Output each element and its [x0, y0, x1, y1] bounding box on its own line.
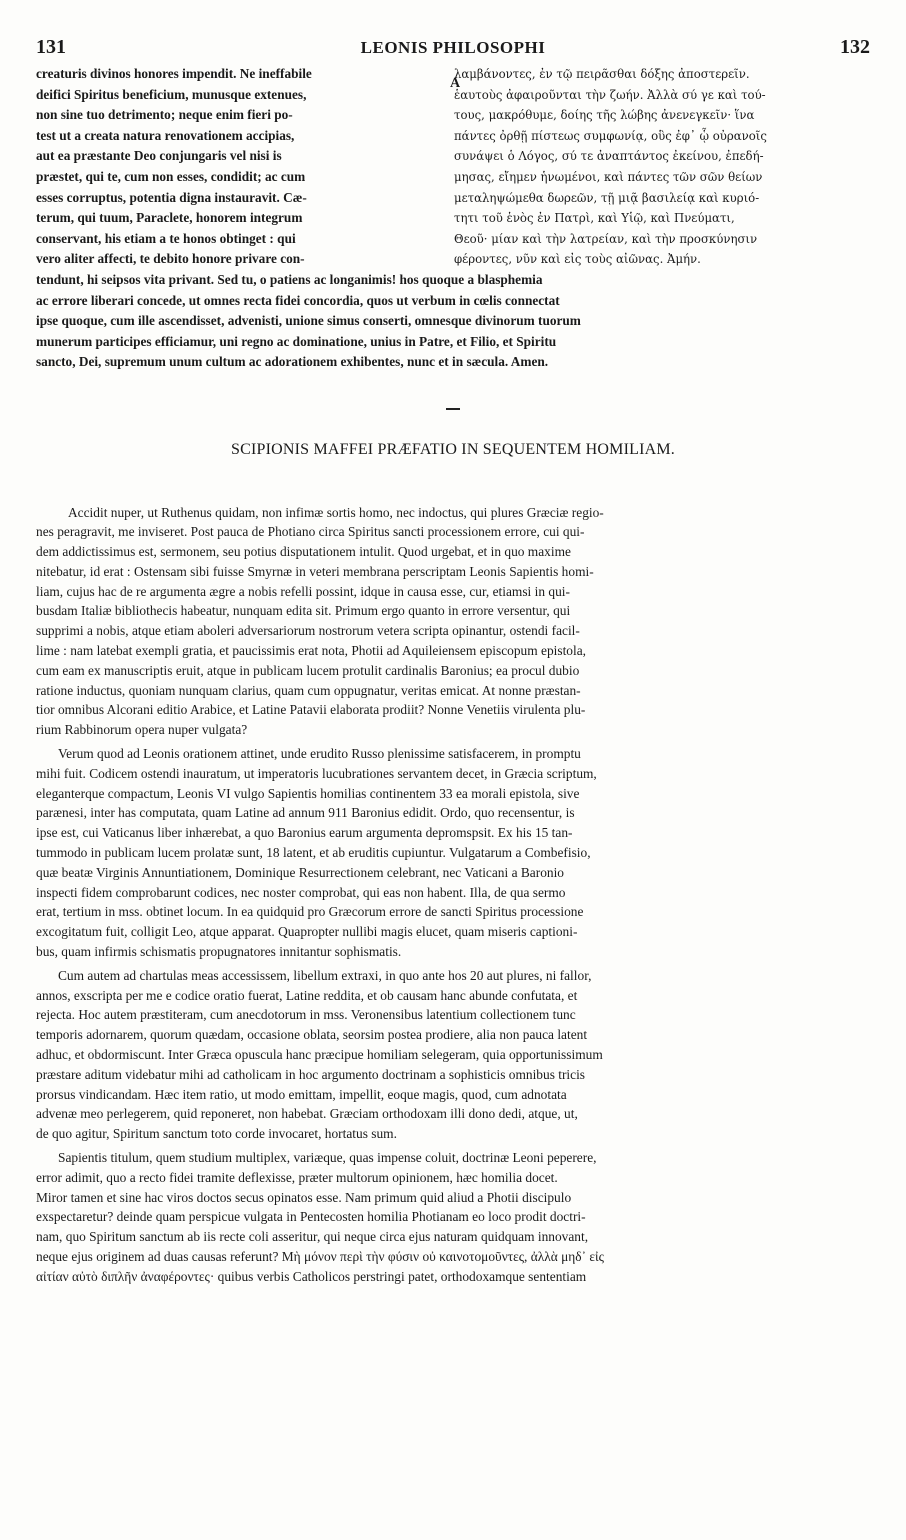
preface-line: Verum quod ad Leonis orationem attinet, unde erudito Russo plenissime satisfacerem, in promptu	[58, 746, 581, 762]
latin-column	[36, 64, 452, 270]
preface-body	[36, 503, 870, 1287]
preface-line: nam, quo Spiritum sanctum ab iis recte coli asseritur, qui neque circa ejus naturam quidquam innovant,	[36, 1229, 589, 1245]
preface-line: exspectaretur? deinde quam perspicue vulgata in Pentecosten homilia Photianam eo loco prodit doctri-	[36, 1209, 586, 1225]
text-line: creaturis divinos honores impendit. Ne ineffabile	[36, 66, 312, 81]
preface-line: tummodo in publicam lucem prolatæ sunt, 18 latent, et ab eruditis cupiuntur. Vulgatarum a Combefisio,	[36, 845, 591, 861]
preface-line: annos, exscripta per me e codice oratio fuerat, Latine reddita, et ob causam hanc abunde confutata, et	[36, 987, 578, 1003]
preface-line: αἰτίαν αὐτὸ διπλῆν ἀναφέροντες· quibus verbis Catholicos perstringi patet, orthodoxamque sententiam	[36, 1268, 587, 1284]
section-marker: A	[450, 76, 461, 91]
preface-line: nes peragravit, me inviseret. Post pauca de Photiano circa Spiritus sancti processionem errore, cui qui-	[36, 524, 585, 540]
preface-line: tior omnibus Alcorani editio Arabice, et Latine Patavii elaborata prodiit? Nonne Venetiis virulenta plu-	[36, 702, 586, 718]
text-line: μησας, εἴημεν ἡνωμένοι, καὶ πάντες τῶν σῶν θείων	[454, 169, 763, 184]
text-line: μεταληψώμεθα δωρεῶν, τῇ μιᾷ βασιλείᾳ καὶ κυριό-	[454, 190, 760, 205]
preface-line: quæ beatæ Virginis Annuntiationem, Dominique Resurrectionem celebrant, nec Vaticani a Baronio	[36, 864, 565, 880]
text-line: ac errore liberari concede, ut omnes recta fidei concordia, quos ut verbum in cœlis connectat	[36, 292, 560, 308]
page-number-left: 131	[36, 36, 66, 58]
section-divider	[446, 408, 460, 410]
text-line: vero aliter affecti, te debito honore privare con-	[36, 251, 305, 267]
text-line: ipse quoque, cum ille ascendisset, advenisti, unione simus conserti, omnesque divinorum tuorum	[36, 313, 581, 329]
text-line: non sine tuo detrimento; neque enim fieri po-	[36, 107, 293, 123]
preface-line: erat, tertium in mss. obtinet locum. In ea quidquid pro Græcorum errore de sancti Spiritus processione	[36, 904, 584, 920]
preface-line: liam, cujus hac de re argumenta ægre a nobis refelli possint, idque in causa esse, cur, etiamsi in qui-	[36, 583, 570, 599]
text-line: esses corruptus, potentia digna instauravit. Cæ-	[36, 189, 307, 205]
two-column-text	[36, 64, 870, 270]
preface-line: temporis adornarem, quorum quædam, occasione oblata, seorsim postea prodiere, alia non pauca latent	[36, 1027, 588, 1043]
preface-line: lime : nam latebat exempli gratia, et paucissimis erat nota, Photii ad Aquileiensem episcopum epistola,	[36, 643, 586, 659]
preface-line: busdam Italiæ bibliothecis habeatur, nunquam edita sit. Primum ergo quanto in errore versentur, qui	[36, 603, 571, 619]
text-line: συνάψει ὁ Λόγος, σύ τε ἀναπτάντος ἐκείνου, ἐπεδή-	[454, 149, 764, 164]
text-line: test ut a creata natura renovationem accipias,	[36, 127, 295, 143]
preface-line: ratione inductus, quoniam nunquam clarius, quam cum oppugnatur, veritas emicat. At nonne præstan-	[36, 682, 581, 698]
text-line: deifici Spiritus beneficium, munusque extenues,	[36, 86, 307, 102]
text-line: præstet, qui te, cum non esses, condidit; ac cum	[36, 168, 306, 184]
preface-line: Miror tamen et sine hac viros doctos secus opinatos esse. Nam primum quid aliud a Photii discipulo	[36, 1189, 572, 1205]
preface-line: adhuc, et obdormiscunt. Inter Græca opuscula hanc præcipue homiliam selegeram, quia opportunissimum	[36, 1047, 603, 1063]
preface-line: prorsus vindicandam. Hæc item ratio, ut modo emittam, impellit, eoque magis, quod, cum adnotata	[36, 1086, 567, 1102]
preface-line: Accidit nuper, ut Ruthenus quidam, non infimæ sortis homo, nec indoctus, qui plures Græciæ regio-	[68, 504, 604, 520]
running-title: LEONIS PHILOSOPHI	[360, 38, 546, 57]
text-line: Θεοῦ· μίαν καὶ τὴν λατρείαν, καὶ τὴν προσκύνησιν	[454, 231, 758, 246]
document-page	[36, 36, 870, 1287]
preface-line: rejecta. Hoc autem præstiteram, cum anecdotorum in mss. Veronensibus latentium collectionem tunc	[36, 1007, 576, 1023]
preface-line: parænesi, inter has computata, quam Latine ad annum 911 Baronius edidit. Ordo, quo recensentur, is	[36, 805, 575, 821]
preface-line: rium Rabbinorum opera nuper vulgata?	[36, 722, 248, 738]
greek-column	[454, 64, 870, 270]
preface-line: Sapientis titulum, quem studium multiplex, variæque, quas impense coluit, doctrinæ Leoni peperere,	[58, 1150, 597, 1165]
text-line: πάντες ὀρθῇ πίστεως συμφωνίᾳ, οὓς ἐφ᾽ ᾧ οὐρανοῖς	[454, 128, 767, 143]
preface-line: supprimi a nobis, atque etiam aboleri adversariorum nostrorum vetera scripta opinantur, ostendi facil-	[36, 623, 580, 639]
page-number-right: 132	[840, 36, 870, 58]
section-title: SCIPIONIS MAFFEI PRÆFATIO IN SEQUENTEM HOMILIAM.	[231, 440, 675, 458]
text-line: munerum participes efficiamur, uni regno ac dominatione, unius in Patre, et Filio, et Spiritu	[36, 333, 557, 349]
text-line: ἑαυτοὺς ἀφαιροῦνται τὴν ζωήν. Ἀλλὰ σύ γε καὶ τού-	[454, 87, 766, 102]
preface-line: inspecti fidem comprobarunt codices, nec noster comprobat, qui eas non habent. Illa, de qua sermo	[36, 884, 566, 900]
preface-line: neque ejus originem ad duas causas referunt? Μὴ μόνον περὶ τὴν φύσιν οὐ καινοτομοῦντες, ἀλλὰ μηδ᾽ εἰς	[36, 1248, 604, 1264]
preface-line: de quo agitur, Spiritum sanctum toto corde invocaret, hortatus sum.	[36, 1126, 397, 1142]
preface-line: advenæ meo perlegerem, quid reponeret, non habebat. Græciam orthodoxam illi dono dedi, atque, ut,	[36, 1106, 578, 1122]
preface-line: dem addictissimus est, sermonem, seu potius disputationem intulit. Quod urgebat, et in quo maxime	[36, 544, 571, 560]
text-line: τητι τοῦ ἑνὸς ἐν Πατρὶ, καὶ Υἱῷ, καὶ Πνεύματι,	[454, 211, 735, 226]
running-header	[36, 36, 870, 64]
text-line: aut ea præstante Deo conjungaris vel nisi is	[36, 148, 282, 164]
preface-line: præstare aditum videbatur mihi ad catholicam in hoc argumento doctrinam a sophisticis omnibus tricis	[36, 1066, 586, 1082]
text-line: τους, μακρόθυμε, δοίης τῆς λώβης ἀνενεγκεῖν· ἵνα	[454, 108, 755, 123]
preface-line: nitebatur, id erat : Ostensam sibi fuisse Smyrnæ in veteri membrana perscriptam Leonis Sapientis homi-	[36, 563, 594, 579]
text-line: φέροντες, νῦν καὶ εἰς τοὺς αἰῶνας. Ἀμήν.	[454, 252, 701, 267]
full-width-paragraph	[36, 270, 870, 373]
preface-line: ipse est, cui Vaticanus liber inhærebat, a quo Baronius earum argumenta depromspsit. Ex his 15 tan-	[36, 825, 573, 841]
text-line: conservant, his etiam a te honos obtinget : qui	[36, 230, 296, 246]
preface-line: mihi fuit. Codicem ostendi inauratum, ut imperatoris lucubrationes servantem decet, in Græcia scriptum,	[36, 765, 597, 781]
preface-line: error adimit, quo a recto fidei tramite deflexisse, præter multorum opinionem, hæc homilia docet.	[36, 1169, 558, 1185]
preface-line: eleganterque compactum, Leonis VI vulgo Sapientis homilias continentem 33 ea morali epistola, sive	[36, 785, 580, 801]
preface-line: excogitatum fuit, colligit Leo, atque apparat. Quapropter nullibi magis elucet, quam miseris captioni-	[36, 924, 578, 940]
preface-line: Cum autem ad chartulas meas accessissem, libellum extraxi, in quo ante hos 20 aut plures, ni fallor,	[58, 967, 592, 983]
preface-line: cum eam ex manuscriptis eruit, atque in publicam lucem protulit cardinalis Baronius; ea procul dubio	[36, 662, 580, 678]
preface-line: bus, quam infirmis schismatis propugnatores innitantur sophismatis.	[36, 944, 402, 960]
text-line: tendunt, hi seipsos vita privant. Sed tu, o patiens ac longanimis! hos quoque a blasphemia	[36, 271, 543, 287]
text-line: terum, qui tuum, Paraclete, honorem integrum	[36, 210, 303, 226]
text-line: sancto, Dei, supremum unum cultum ac adorationem exhibentes, nunc et in sæcula. Amen.	[36, 354, 549, 370]
text-line: λαμβάνοντες, ἐν τῷ πειρᾶσθαι δόξης ἀποστερεῖν.	[454, 67, 750, 81]
